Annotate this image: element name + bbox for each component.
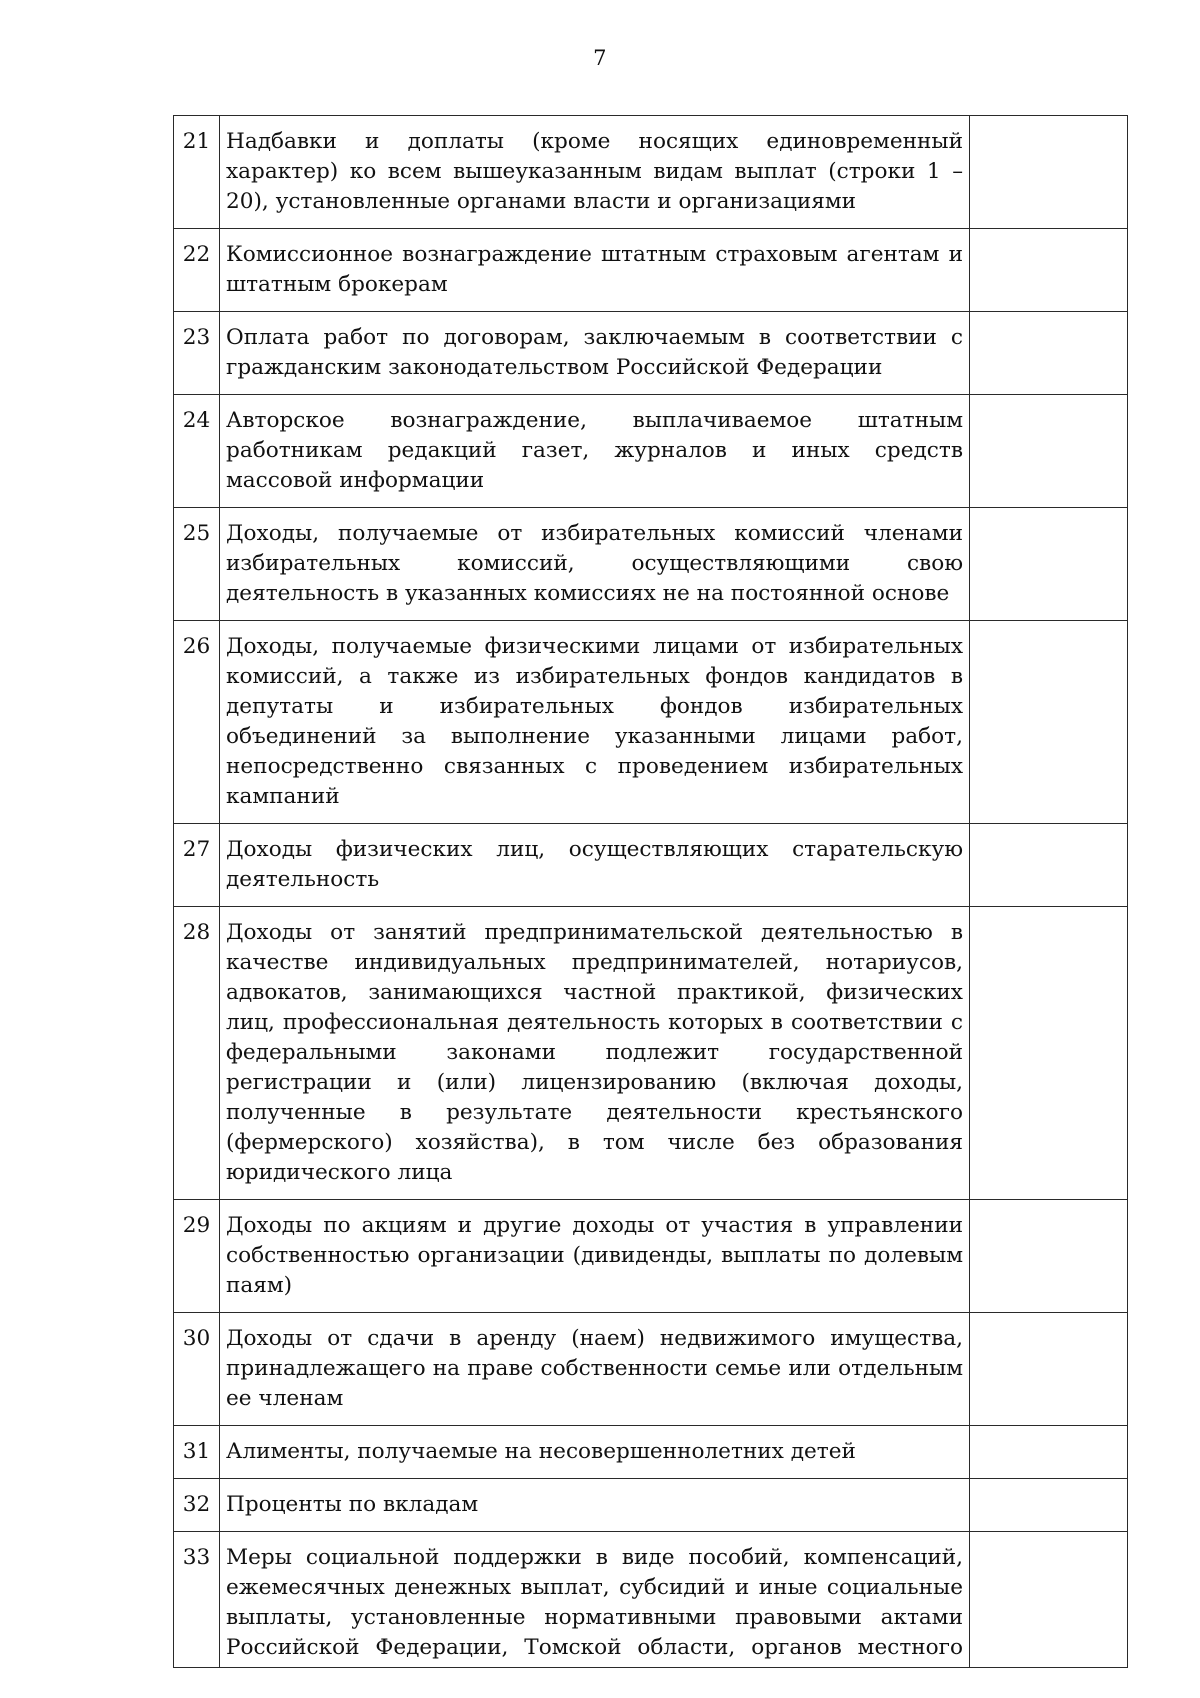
row-number: 30 [174,1313,220,1426]
table-row [174,1479,1128,1532]
row-description: Доходы от занятий предпринимательской деятельностью в качестве индивидуальных предпринимателей, нотариусов, адвокатов, занимающихся частной практикой, физических лиц, профессиональная деятельность которых в соответствии с федеральными законами подлежит государственной регистрации и (или) лицензированию (включая доходы, полученные в результате деятельности крестьянского (фермерского) хозяйства), в том числе без образования юридического лица [220,907,970,1200]
table-row [174,1426,1128,1479]
row-description: Оплата работ по договорам, заключаемым в соответствии с гражданским законодательством Российской Федерации [220,312,970,395]
row-description: Меры социальной поддержки в виде пособий, компенсаций, ежемесячных денежных выплат, субсидий и иные социальные выплаты, установленные нормативными правовыми актами Российской Федерации, Томской области, органов местного [220,1532,970,1668]
row-description: Проценты по вкладам [220,1479,970,1532]
row-number: 25 [174,508,220,621]
row-number: 31 [174,1426,220,1479]
table-row [174,229,1128,312]
row-number: 23 [174,312,220,395]
row-description: Надбавки и доплаты (кроме носящих единовременный характер) ко всем вышеуказанным видам выплат (строки 1 – 20), установленные органами власти и организациями [220,116,970,229]
row-number: 27 [174,824,220,907]
row-value-cell [970,1426,1128,1479]
row-description: Авторское вознаграждение, выплачиваемое штатным работникам редакций газет, журналов и иных средств массовой информации [220,395,970,508]
table-row [174,116,1128,229]
table-row [174,1200,1128,1313]
row-number: 24 [174,395,220,508]
row-value-cell [970,508,1128,621]
row-value-cell [970,229,1128,312]
row-number: 22 [174,229,220,312]
table-row [174,1313,1128,1426]
table-row [174,1532,1128,1668]
row-value-cell [970,907,1128,1200]
table-row [174,395,1128,508]
row-number: 28 [174,907,220,1200]
income-table [173,115,1128,1668]
table-row [174,312,1128,395]
row-description: Комиссионное вознаграждение штатным страховым агентам и штатным брокерам [220,229,970,312]
table-row [174,824,1128,907]
row-value-cell [970,312,1128,395]
row-value-cell [970,116,1128,229]
page-number: 7 [593,46,607,70]
row-description: Алименты, получаемые на несовершеннолетних детей [220,1426,970,1479]
row-description: Доходы, получаемые физическими лицами от избирательных комиссий, а также из избирательных фондов кандидатов в депутаты и избирательных фондов избирательных объединений за выполнение указанными лицами работ, непосредственно связанных с проведением избирательных кампаний [220,621,970,824]
row-value-cell [970,824,1128,907]
row-description: Доходы, получаемые от избирательных комиссий членами избирательных комиссий, осуществляющими свою деятельность в указанных комиссиях не на постоянной основе [220,508,970,621]
row-description: Доходы физических лиц, осуществляющих старательскую деятельность [220,824,970,907]
row-number: 26 [174,621,220,824]
row-value-cell [970,621,1128,824]
row-number: 29 [174,1200,220,1313]
table-row [174,907,1128,1200]
table-row [174,508,1128,621]
row-description: Доходы от сдачи в аренду (наем) недвижимого имущества, принадлежащего на праве собственности семье или отдельным ее членам [220,1313,970,1426]
row-value-cell [970,395,1128,508]
table-row [174,621,1128,824]
row-description: Доходы по акциям и другие доходы от участия в управлении собственностью организации (дивиденды, выплаты по долевым паям) [220,1200,970,1313]
row-number: 32 [174,1479,220,1532]
row-value-cell [970,1479,1128,1532]
row-value-cell [970,1200,1128,1313]
row-number: 33 [174,1532,220,1668]
row-value-cell [970,1313,1128,1426]
row-value-cell [970,1532,1128,1668]
row-number: 21 [174,116,220,229]
